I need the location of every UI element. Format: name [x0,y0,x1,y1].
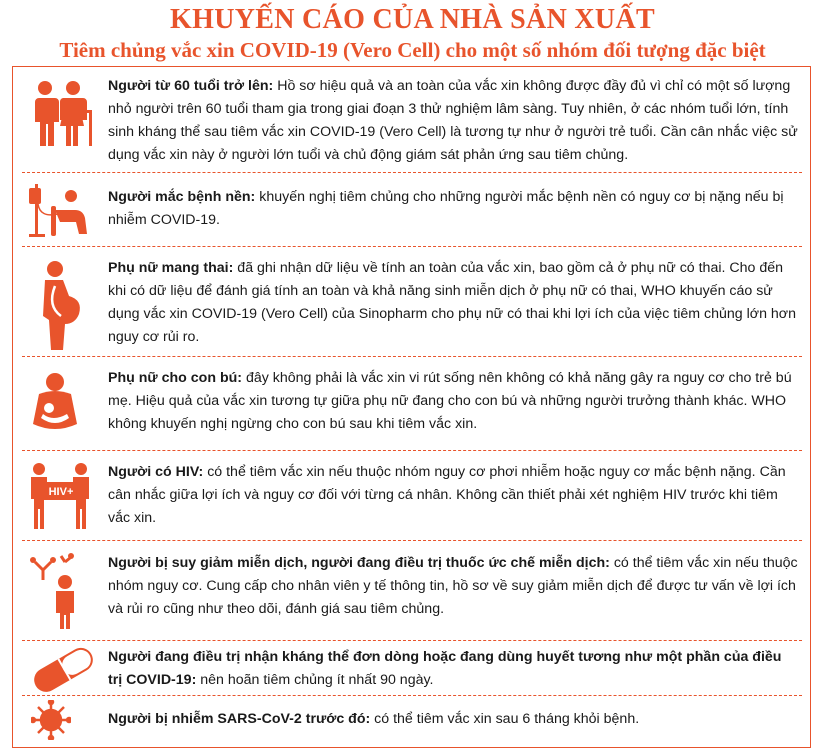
elderly-couple-icon [25,78,97,153]
list-item [13,178,810,244]
divider [22,640,802,641]
list-item [13,72,810,170]
hiv-people-icon [25,462,97,537]
item-heading: Phụ nữ mang thai: [108,260,234,276]
divider [22,450,802,451]
list-item [13,642,810,694]
list-item [13,252,810,354]
item-heading: Phụ nữ cho con bú: [108,370,243,386]
list-item [13,546,810,638]
divider [22,172,802,173]
breastfeeding-mother-icon [25,372,89,439]
item-body: đây không phải là vắc xin vi rút sống nên không có khả năng gây ra nguy cơ cho trẻ bú mẹ. Hiệu quả của vắc xin tương tự giữa phụ nữ đang cho con bú và những người trưởng thành khác. WHO không khuyến nghị ngừng cho con bú sau khi tiêm vắc xin. [108,370,792,432]
page-title: KHUYẾN CÁO CỦA NHÀ SẢN XUẤT [170,4,655,35]
item-heading: Người mắc bệnh nền: [108,189,256,205]
divider [22,246,802,247]
hiv-label: HIV+ [48,486,74,498]
item-heading: Người bị nhiễm SARS-CoV-2 trước đó: [108,711,371,727]
virus-icon [31,700,71,745]
item-heading: Người đang điều trị nhận kháng thể đơn dòng hoặc đang dùng huyết tương như một phần của điều trị COVID-19: [108,649,782,688]
immune-person-icon [25,550,101,635]
divider [22,540,802,541]
item-heading: Người từ 60 tuổi trở lên: [108,78,274,94]
page-subtitle: Tiêm chủng vắc xin COVID-19 (Vero Cell) cho một số nhóm đối tượng đặc biệt [59,38,766,62]
item-body: đã ghi nhận dữ liệu về tính an toàn của vắc xin, bao gồm cả ở phụ nữ có thai. Cho đến khi có dữ liệu để đánh giá tính an toàn và khả năng sinh miễn dịch ở phụ nữ có thai, WHO khuyến cáo sử dụng vắc xin COVID-19 (Vero Cell) của Sinopharm cho phụ nữ có thai khi lợi ích của việc tiêm chủng lớn hơn nguy cơ rủi ro. [108,260,797,345]
list-item [13,362,810,448]
item-body: khuyến nghị tiêm chủng cho những người mắc bệnh nền có nguy cơ bị nặng nếu bị nhiễm COVID-19. [108,189,784,228]
item-heading: Người bị suy giảm miễn dịch, người đang điều trị thuốc ức chế miễn dịch: [108,555,610,571]
item-body: nên hoãn tiêm chủng ít nhất 90 ngày. [196,672,434,688]
item-body: Hồ sơ hiệu quả và an toàn của vắc xin không được đầy đủ vì chỉ có một số lượng nhỏ người trên 60 tuổi tham gia trong giai đoạn 3 thử nghiệm lâm sàng. Tuy nhiên, ở các nhóm tuổi lớn, tính sinh kháng thể sau tiêm vắc xin COVID-19 (Vero Cell) là tương tự như ở người trẻ tuổi. Cần cân nhắc việc sử dụng vắc xin này ở người lớn tuổi và chủ động giám sát phản ứng sau tiêm chủng. [108,78,798,163]
list-item [13,456,810,538]
divider [22,356,802,357]
list-item [13,700,810,744]
item-body: có thể tiêm vắc xin sau 6 tháng khỏi bệnh. [370,711,640,727]
item-body: có thể tiêm vắc xin nếu thuộc nhóm nguy cơ phơi nhiễm hoặc nguy cơ mắc bệnh nặng. Cần cân nhắc giữa lợi ích và nguy cơ đối với từng cá nhân. Không cần thiết phải xét nghiệm HIV trước khi tiêm vắc xin. [108,464,786,526]
item-body: có thể tiêm vắc xin nếu thuộc nhóm nguy cơ. Cung cấp cho nhân viên y tế thông tin, hồ sơ về suy giảm miễn dịch để được tư vấn về lợi ích và rủi ro cũng như theo dõi, đánh giá sau tiêm chủng. [108,555,798,617]
item-heading: Người có HIV: [108,464,204,480]
pill-capsule-icon [25,646,101,697]
divider [22,695,802,696]
pregnant-woman-icon [35,260,85,357]
patient-iv-icon [25,184,97,245]
